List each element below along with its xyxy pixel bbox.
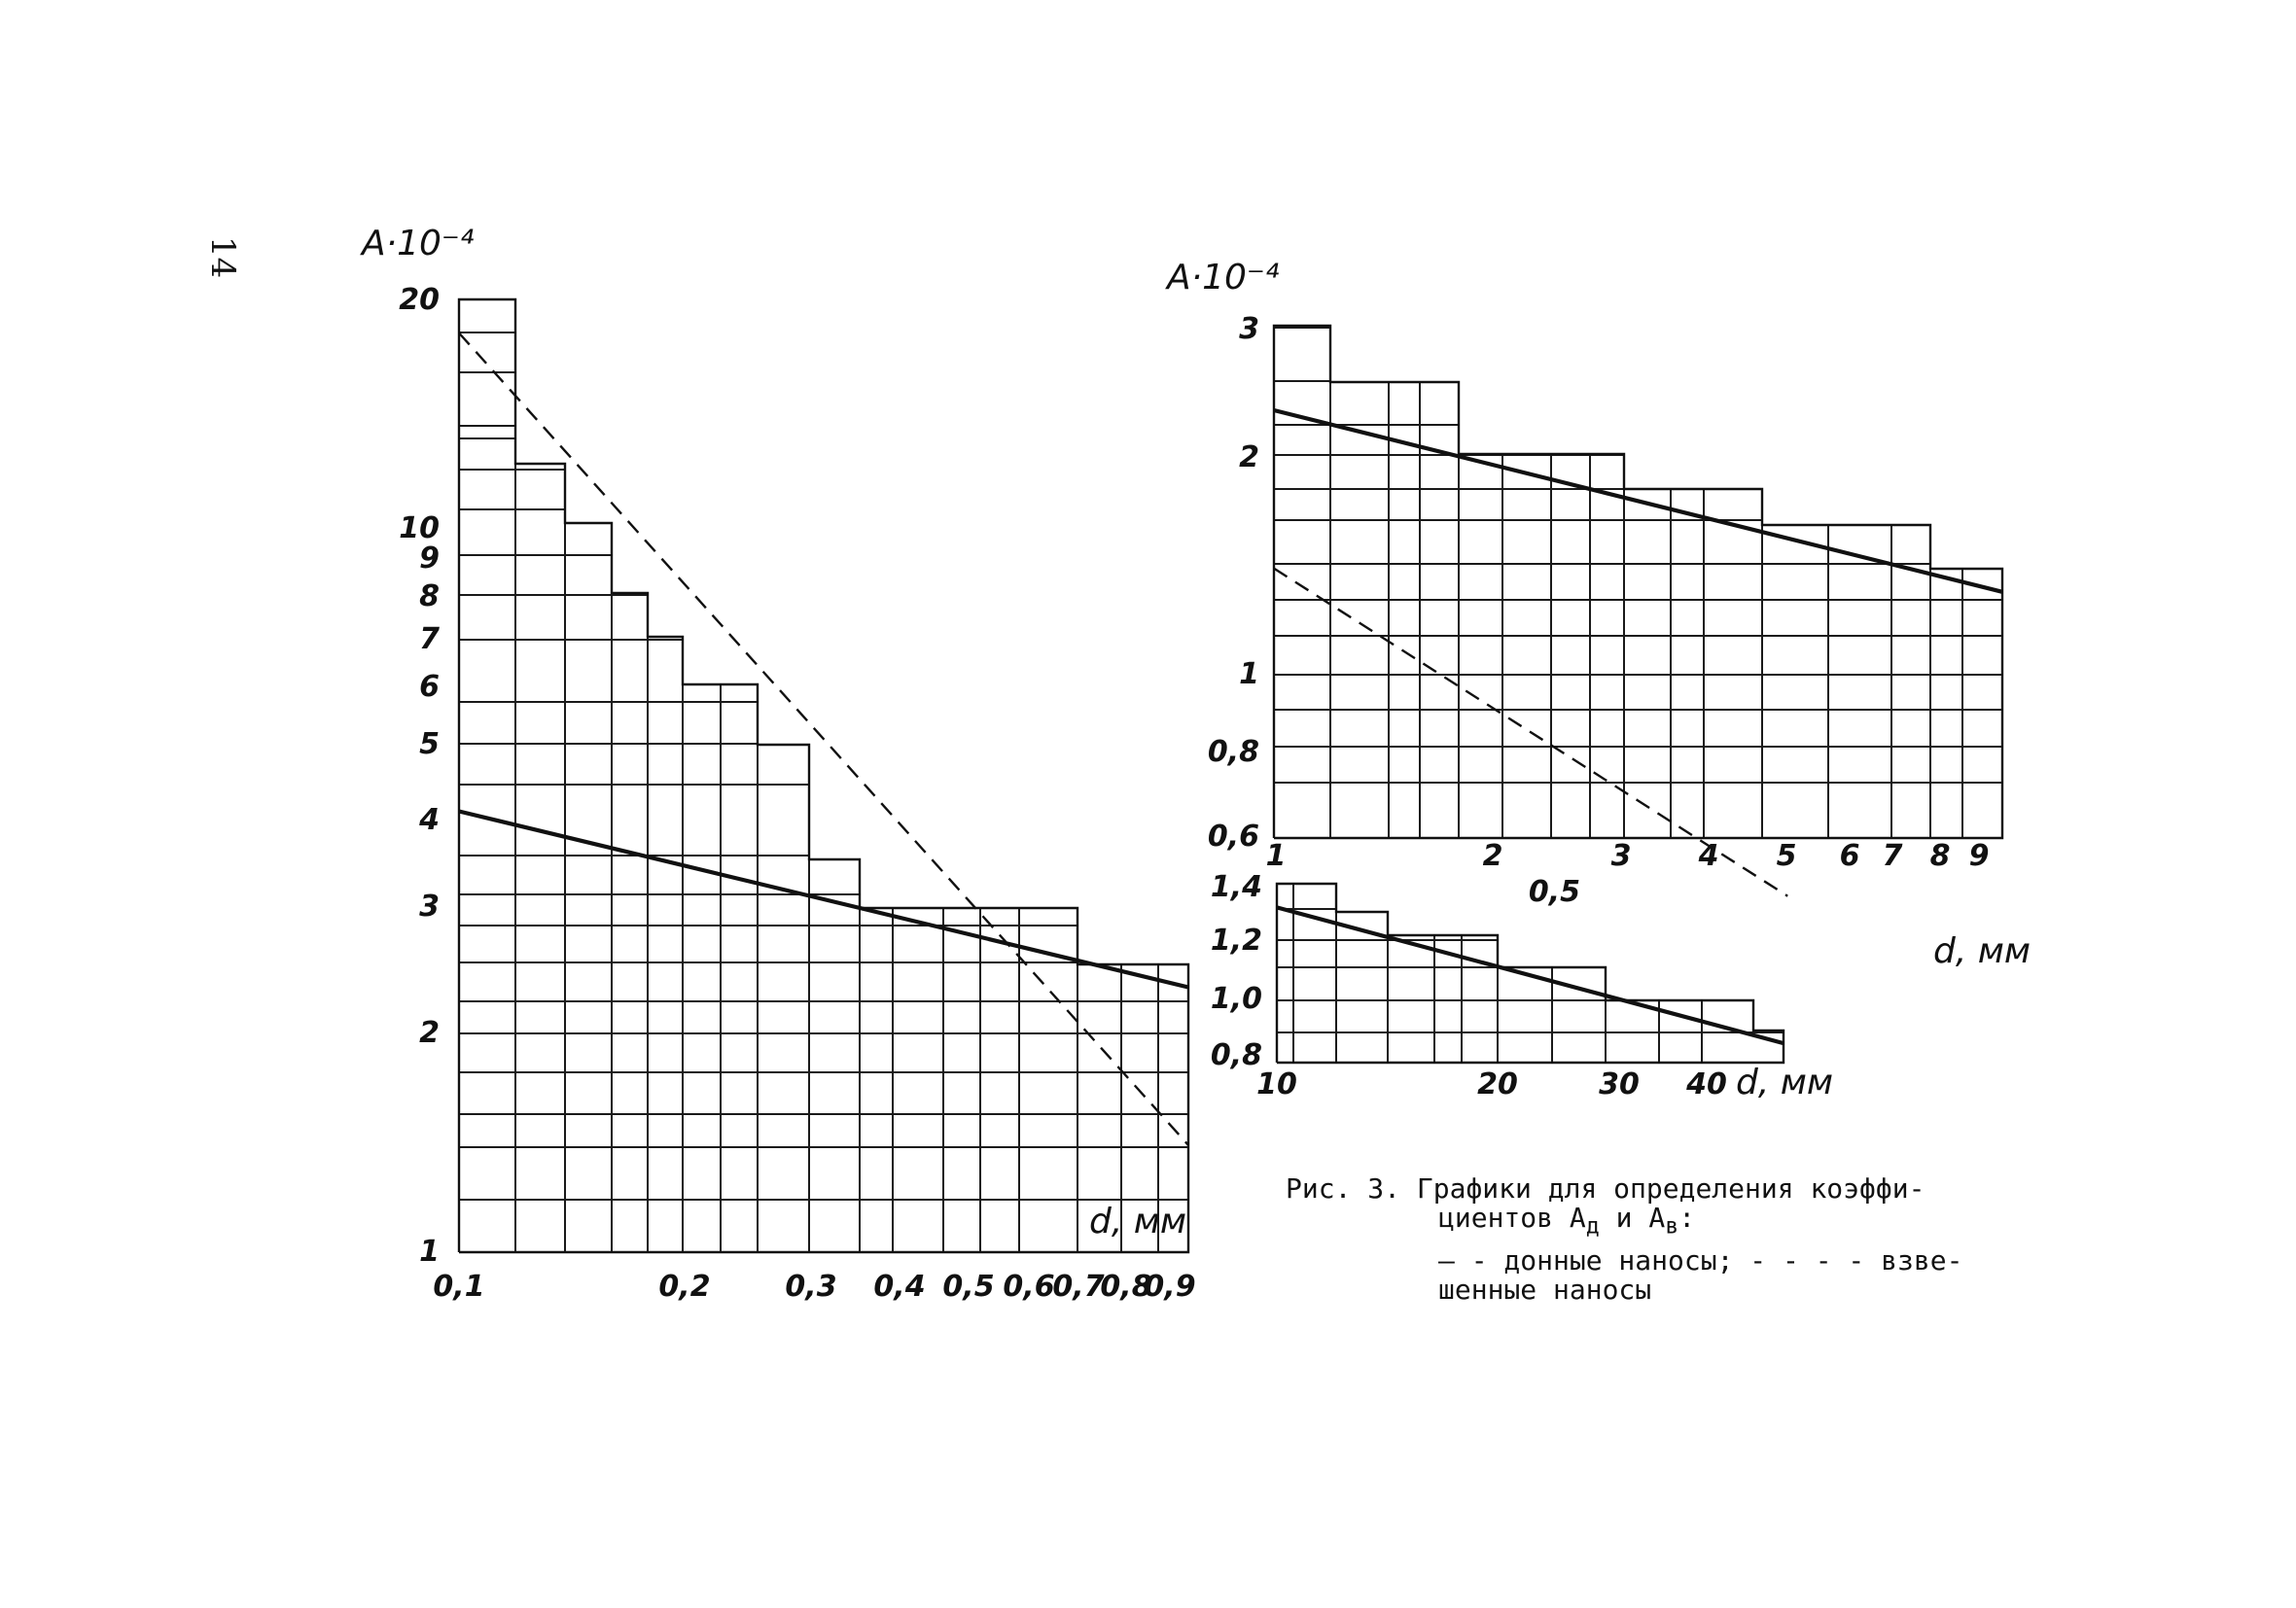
y-tick-label: 3 xyxy=(419,890,440,924)
y-tick-label: 20 xyxy=(399,283,440,317)
y-tick-label: 1,0 xyxy=(1210,982,1262,1016)
y-tick-label: 1 xyxy=(419,1235,440,1269)
x-tick-label: 5 xyxy=(1776,839,1797,873)
caption-line-1 xyxy=(1286,1174,1962,1204)
y-tick-label: 0,6 xyxy=(1207,820,1259,854)
y-tick-label: 5 xyxy=(419,727,440,761)
y-tick-label: 1,2 xyxy=(1210,924,1262,958)
y-tick-label: 4 xyxy=(419,803,440,837)
x-tick-label: 10 xyxy=(1256,1067,1297,1101)
x-tick-label: 0,6 xyxy=(1003,1270,1055,1304)
y-tick-label: 1 xyxy=(1239,657,1259,691)
series-line-suspended-load xyxy=(459,333,1188,1145)
plot-frame xyxy=(1274,326,2002,838)
y-tick-label: 2 xyxy=(1239,440,1259,474)
x-axis-label: d, мм xyxy=(1736,1063,1834,1102)
x-tick-label: 6 xyxy=(1839,839,1860,873)
x-tick-label: 8 xyxy=(1929,839,1951,873)
page-number: 14 xyxy=(203,236,242,279)
y-tick-label: 0,8 xyxy=(1207,735,1259,769)
x-tick-label: 20 xyxy=(1477,1067,1518,1101)
y-axis-label: A·10⁻⁴ xyxy=(1167,258,1280,297)
x-tick-label: 0,5 xyxy=(942,1270,995,1304)
x-tick-label: 0,7 xyxy=(1052,1270,1105,1304)
caption-colon: : xyxy=(1678,1202,1696,1234)
caption-and: и А xyxy=(1599,1202,1666,1234)
y-axis-label: A·10⁻⁴ xyxy=(362,224,475,263)
x-tick-label: 30 xyxy=(1599,1067,1640,1101)
x-tick-label: 0,8 xyxy=(1100,1270,1152,1304)
x-tick-label: 0,2 xyxy=(658,1270,711,1304)
caption-line-2 xyxy=(1286,1204,1962,1241)
y-tick-label: 3 xyxy=(1239,312,1259,346)
y-tick-label: 2 xyxy=(419,1016,440,1050)
x-tick-label: 0,3 xyxy=(785,1270,837,1304)
caption-text-1: Графики для определения коэффи- xyxy=(1416,1172,1925,1205)
x-tick-label: 0,9 xyxy=(1144,1270,1196,1304)
x-axis-label: d, мм xyxy=(1933,931,2031,971)
y-tick-label: 8 xyxy=(419,579,440,613)
y-tick-label: 7 xyxy=(419,622,440,656)
x-tick-label: 9 xyxy=(1968,839,1990,873)
x-tick-label: 0,1 xyxy=(433,1270,485,1304)
x-tick-label: 2 xyxy=(1482,839,1503,873)
legend-line-2: шенные наносы xyxy=(1438,1273,1652,1306)
caption-prefix: Рис. 3. xyxy=(1286,1172,1401,1205)
caption-sub-v: в xyxy=(1665,1211,1679,1240)
chart-left xyxy=(360,224,1196,1304)
series-line-bed-load xyxy=(459,812,1188,988)
x-tick-label: 0,4 xyxy=(873,1270,926,1304)
x-tick-label: 40 xyxy=(1686,1067,1727,1101)
y-tick-label: 10 xyxy=(399,511,440,545)
x-tick-label: 4 xyxy=(1698,839,1719,873)
x-tick-label: 1 xyxy=(1265,839,1287,873)
chart-right-bottom xyxy=(1211,870,1833,1102)
y-tick-label: 0,5 xyxy=(1528,875,1580,909)
caption-text-2: циентов А xyxy=(1438,1202,1586,1234)
figure-caption xyxy=(1286,1174,1962,1305)
caption-sub-d: д xyxy=(1585,1211,1600,1240)
plot-frame xyxy=(459,299,1188,1252)
plot-frame xyxy=(1277,884,1784,1063)
y-tick-label: 0,8 xyxy=(1210,1038,1262,1072)
x-tick-label: 3 xyxy=(1610,839,1632,873)
y-tick-label: 6 xyxy=(419,670,440,704)
x-axis-label: d, мм xyxy=(1089,1202,1187,1241)
chart-right-top xyxy=(1165,258,2031,971)
series-line-bed-load xyxy=(1277,907,1784,1043)
legend-line-1: — - донные наносы; - - - - взве- xyxy=(1438,1243,1963,1276)
y-tick-label: 1,4 xyxy=(1210,870,1262,904)
x-tick-label: 7 xyxy=(1882,839,1903,873)
y-tick-label: 9 xyxy=(419,542,440,576)
